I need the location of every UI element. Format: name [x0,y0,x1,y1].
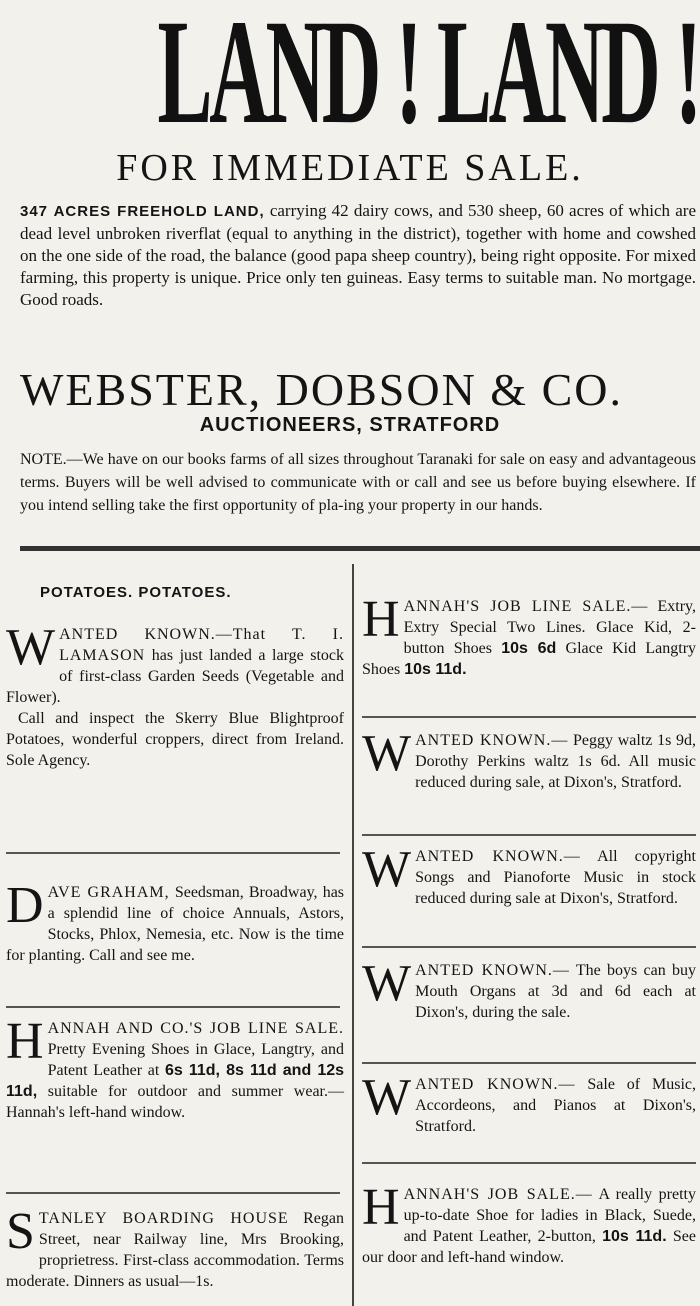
main-ad [20,200,696,311]
ad-body: has just landed a large stock of first-class Garden Seeds (Vegetable and Flower). [6,647,345,706]
ad-lead: AVE GRAHAM, [47,884,170,901]
dropcap: D [6,877,44,934]
hannah-job-line-ad [362,591,697,680]
dixon-accordeons-ad [362,1069,696,1137]
potatoes-heading: POTATOES. POTATOES. [40,584,232,601]
dixon-songs-ad [362,841,697,909]
ad-body: Regan Street, near Railway line, Mrs Brooking, proprietress. First-class accommodation. Terms moderate. Dinners as usual—1s. [6,1210,344,1290]
ad-lead: ANTED KNOWN.— [415,848,581,865]
divider [6,1192,340,1194]
dropcap: W [362,955,412,1012]
ad-body: Extry, Extry Special Two Lines. Glace Kid, 2-button Shoes [403,598,697,657]
divider [362,716,696,718]
divider [6,852,340,854]
ad-body: Seedsman, Broadway, has a splendid line of choice Annuals, Astors, Stocks, Phlox, Nemesia, etc. Now is the time for planting. Call and see me. [6,884,345,964]
graham-ad [6,877,345,966]
ad-body: Pretty Evening Shoes in Glace, Langtry, and Patent Leather at [47,1041,344,1079]
ad-body: Peggy waltz 1s 9d, Dorothy Perkins waltz 1s 6d. All music reduced during sale, at Dixon's, Stratford. [415,732,697,791]
dropcap: H [362,1179,400,1236]
hannah-job-sale-ad [362,1179,697,1268]
ad-prices: 6s 11d, 8s 11d and 12s 11d, [6,1062,345,1100]
ad-price: 10s 11d. [602,1228,667,1245]
dropcap: W [362,725,412,782]
ad-body-2: Call and inspect the Skerry Blue Blightproof Potatoes, wonderful croppers, direct from Ireland. Sole Agency. [6,710,344,769]
main-ad-body: carrying 42 dairy cows, and 530 sheep, 60 acres of which are dead level unbroken riverflat (equal to anything in the district), together with home and cowshed on the one side of the road, the balance (good papa sheep country), being right opposite. For mixed farming, this property is unique. Price only ten guineas. Easy terms to suitable man. No mortgage. Good roads. [20,201,696,309]
divider [362,1162,696,1164]
divider [362,834,696,836]
dropcap: W [362,841,412,898]
stanley-ad [6,1203,344,1292]
headline-area [0,0,700,145]
ad-lead: TANLEY BOARDING HOUSE [38,1210,289,1227]
ad-body: Glace Kid Langtry Shoes [362,640,697,678]
headline: LAND ! LAND ! [157,0,699,145]
ad-lead: ANTED KNOWN.—That T. I. LAMASON [59,626,344,664]
ad-price: 10s 6d [501,640,557,657]
ad-body: A really pretty up-to-date Shoe for ladies in Black, Suede, and Patent Leather, 2-button, [403,1186,697,1245]
ad-lead: ANTED KNOWN.— [415,732,569,749]
lamason-ad [6,619,345,771]
note: NOTE.—We have on our books farms of all sizes throughout Taranaki for sale on easy and advantageous terms. Buyers will be well advised to communicate with or call and see us before buying elsewhere. If you intend selling take the first opportunity of pla-ing your property in our hands. [20,451,696,514]
dropcap: W [362,1069,412,1126]
dropcap: H [362,591,400,648]
divider [362,946,696,948]
hannah-co-ad [6,1013,345,1123]
ad-price: 10s 11d. [404,661,467,678]
ad-body: suitable for outdoor and summer wear.—Hannah's left-hand window. [6,1083,345,1121]
ad-lead: ANNAH'S JOB LINE SALE.— [403,598,649,615]
ad-lead: ANNAH AND CO.'S JOB LINE SALE. [47,1020,344,1037]
dropcap: W [6,619,56,676]
auctioneers-line: AUCTIONEERS, STRATFORD [199,414,501,436]
section-rule [20,546,700,551]
ad-lead: ANNAH'S JOB SALE.— [403,1186,593,1203]
firm-name: WEBSTER, DOBSON & CO. [20,364,623,415]
ad-body: See our door and left-hand window. [362,1228,697,1266]
dropcap: S [6,1203,35,1260]
dropcap: H [6,1013,44,1070]
divider [362,1062,696,1064]
ad-body: All copyright Songs and Pianoforte Music in stock reduced during sale at Dixon's, Stratford. [415,848,697,907]
main-ad-lead: 347 ACRES FREEHOLD LAND, [20,203,265,220]
divider [6,1006,340,1008]
ad-lead: ANTED KNOWN.— [415,962,570,979]
ad-body: The boys can buy Mouth Organs at 3d and 6d each at Dixon's, during the sale. [415,962,697,1021]
ad-body: Sale of Music, Accordeons, and Pianos at Dixon's, Stratford. [415,1076,696,1135]
dixon-mouth-organs-ad [362,955,697,1023]
column-divider [352,564,354,1306]
subheadline: FOR IMMEDIATE SALE. [116,147,584,189]
dixon-waltz-ad [362,725,697,793]
ad-lead: ANTED KNOWN.— [415,1076,576,1093]
